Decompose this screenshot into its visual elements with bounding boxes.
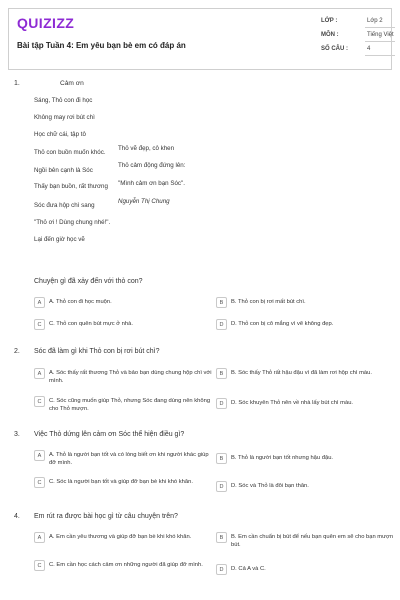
meta-underline (365, 27, 395, 28)
option-a[interactable] (34, 450, 214, 467)
meta-value: Lớp 2 (367, 18, 383, 24)
poem-line: Thỏ vẽ đẹp, cô khen (118, 145, 175, 152)
option-text: D. Thỏ con bị cô mắng vì vẽ không đẹp. (231, 321, 334, 327)
option-a[interactable] (34, 297, 214, 308)
option-text: C. Sóc là người bạn tốt và giúp đỡ bạn bè khi khó khăn. (49, 479, 193, 485)
option-letter: D (216, 481, 227, 492)
poem-line: Thấy bạn buồn, rất thương (34, 183, 108, 190)
option-letter: C (34, 560, 45, 571)
passage-title: Cảm ơn (60, 80, 84, 87)
question-text: Chuyện gì đã xảy đến với thỏ con? (34, 278, 143, 285)
option-text: D. Sóc khuyên Thỏ nên về nhà lấy bút chì màu. (231, 400, 354, 406)
option-d[interactable] (216, 481, 396, 492)
question-text: Em rút ra được bài học gì từ câu chuyện trên? (34, 513, 178, 520)
poem-line: Thỏ con buồn muốn khóc. (34, 149, 106, 156)
option-letter: B (216, 532, 227, 543)
poem-line: Không may rơi bút chì (34, 114, 95, 121)
meta-underline (365, 41, 395, 42)
option-text: C. Em cần học cách cảm ơn những người đã giúp đỡ mình. (49, 562, 203, 568)
option-text: B. Em cần chuẩn bị bút để nếu bạn quên em sẽ cho bạn mượn bút. (231, 534, 394, 548)
option-c[interactable] (34, 477, 214, 488)
option-text: D. Cả A và C. (231, 566, 266, 572)
option-text: A. Thỏ là người bạn tốt và có lòng biết ơn khi người khác giúp đỡ mình. (49, 452, 209, 466)
option-text: C. Sóc cũng muốn giúp Thỏ, nhưng Sóc đang dùng nên không cho Thỏ mượn. (49, 398, 211, 412)
option-letter: B (216, 368, 227, 379)
option-b[interactable] (216, 368, 396, 379)
option-letter: D (216, 564, 227, 575)
question-number: 4. (14, 513, 20, 520)
option-b[interactable] (216, 532, 396, 549)
option-text: A. Thỏ con đi học muộn. (49, 299, 112, 305)
meta-label: SỐ CÂU : (321, 46, 348, 52)
option-letter: B (216, 297, 227, 308)
question-text: Việc Thỏ dứng lên cảm ơn Sóc thể hiện điều gì? (34, 431, 185, 438)
poem-author: Nguyễn Thị Chung (118, 198, 170, 205)
option-d[interactable] (216, 564, 396, 575)
poem-line: Học chữ cái, tập tô (34, 131, 86, 138)
option-text: A. Em cần yêu thương và giúp đỡ bạn bè khi khó khăn. (49, 534, 192, 540)
option-a[interactable] (34, 532, 214, 543)
question-number: 2. (14, 348, 20, 355)
worksheet-title: Bài tập Tuần 4: Em yêu bạn bè em có đáp án (17, 41, 186, 50)
option-letter: A (34, 297, 45, 308)
poem-line: Sóc đưa hộp chì sang (34, 202, 95, 209)
option-letter: D (216, 398, 227, 409)
option-d[interactable] (216, 398, 396, 409)
poem-line: "Thỏ ơi ! Dùng chung nhé!". (34, 219, 111, 226)
option-d[interactable] (216, 319, 396, 330)
meta-label: LỚP : (321, 18, 338, 24)
option-text: B. Thỏ là người bạn tốt nhưng hậu đậu. (231, 455, 334, 461)
quizizz-logo: QUIZIZZ (17, 15, 75, 31)
option-c[interactable] (34, 319, 214, 330)
option-letter: A (34, 368, 45, 379)
option-text: B. Thỏ con bị rơi mất bút chì. (231, 299, 306, 305)
option-b[interactable] (216, 297, 396, 308)
option-c[interactable] (34, 560, 214, 571)
question-number: 3. (14, 431, 20, 438)
option-text: A. Sóc thấy rất thương Thỏ và bảo bạn dùng chung hộp chì với mình. (49, 370, 212, 384)
option-text: D. Sóc và Thỏ là đôi bạn thân. (231, 483, 309, 489)
option-text: C. Thỏ con quên bút mực ở nhà. (49, 321, 133, 327)
question-number: 1. (14, 80, 20, 87)
option-text: B. Sóc thấy Thỏ rất hậu đậu vì đã làm rơi hộp chì màu. (231, 370, 372, 376)
meta-value: 4 (367, 46, 371, 52)
option-letter: C (34, 319, 45, 330)
meta-value: Tiếng Việt (367, 32, 394, 38)
question-text: Sóc đã làm gì khi Thỏ con bị rơi bút chì? (34, 348, 160, 355)
option-b[interactable] (216, 453, 396, 464)
option-c[interactable] (34, 396, 214, 413)
meta-label: MÔN : (321, 32, 339, 38)
option-letter: C (34, 396, 45, 407)
poem-line: Ngồi bên cạnh là Sóc (34, 167, 93, 174)
poem-line: Lại đến giờ học vẽ (34, 236, 85, 243)
option-letter: C (34, 477, 45, 488)
option-letter: A (34, 532, 45, 543)
worksheet-header (8, 8, 392, 70)
option-letter: D (216, 319, 227, 330)
option-letter: A (34, 450, 45, 461)
poem-line: Sáng, Thỏ con đi học (34, 97, 93, 104)
meta-underline (365, 55, 395, 56)
option-letter: B (216, 453, 227, 464)
poem-line: Thỏ cảm động đứng lên: (118, 162, 186, 169)
option-a[interactable] (34, 368, 214, 385)
poem-line: "Mình cảm ơn bạn Sóc". (118, 180, 185, 187)
